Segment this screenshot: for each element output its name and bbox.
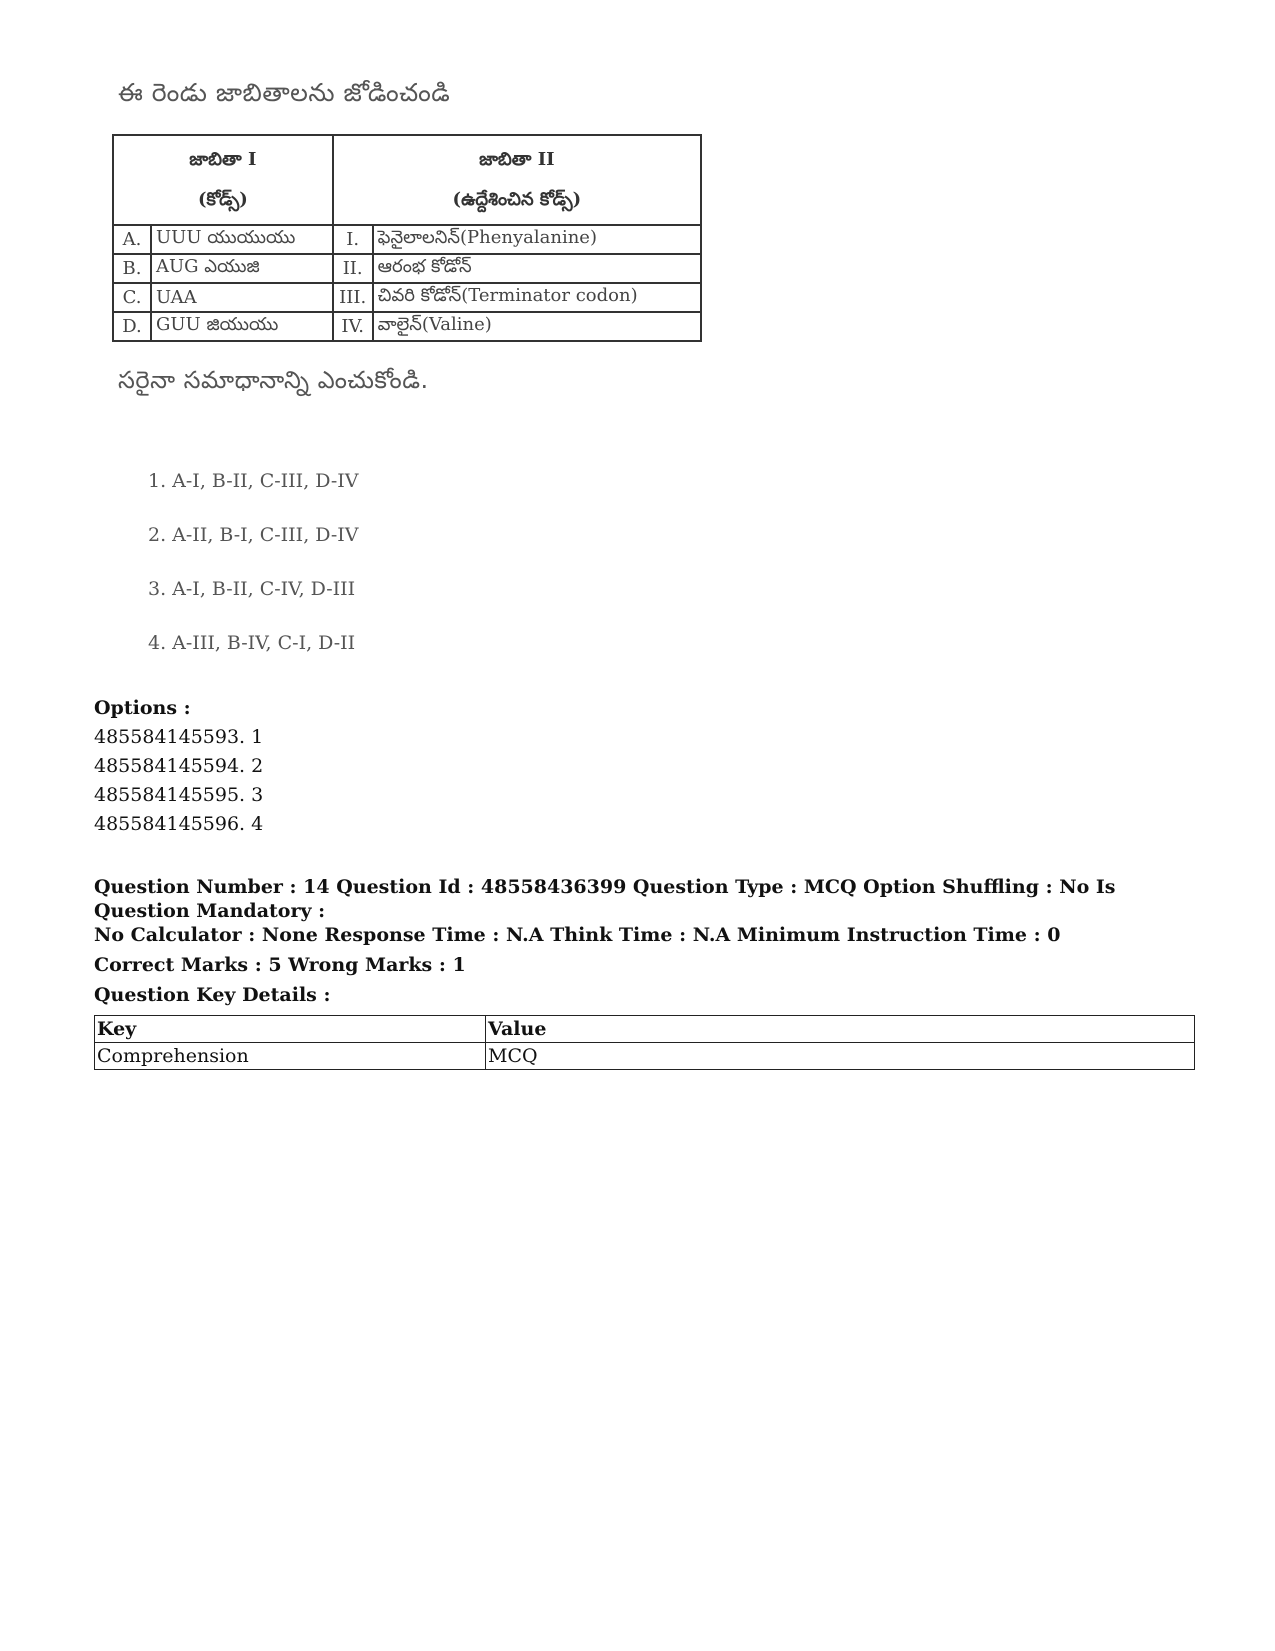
row-label: II.: [333, 254, 373, 283]
match-table-row: [113, 254, 701, 283]
row-meaning: ఫెనైలాలనిన్(Phenyalanine): [373, 225, 701, 254]
row-code: UUU యుయుయు: [151, 225, 333, 254]
row-meaning: వాలైన్(Valine): [373, 312, 701, 341]
option-item: 485584145595. 3: [94, 784, 264, 806]
row-code: UAA: [151, 283, 333, 312]
answer-choice: 2. A-II, B-I, C-III, D-IV: [148, 524, 359, 546]
key-details-title: Question Key Details :: [94, 984, 331, 1006]
match-table-row: [113, 225, 701, 254]
list-1-subtitle: (కోడ్స్): [197, 189, 248, 210]
row-label: C.: [113, 283, 151, 312]
question-meta-line-1: Question Number : 14 Question Id : 48558436399 Question Type : MCQ Option Shuffling : No Is Question Mandatory :: [94, 876, 1116, 922]
row-code: GUU జియుయు: [151, 312, 333, 341]
value-column-header: Value: [486, 1016, 1195, 1043]
row-label: A.: [113, 225, 151, 254]
key-table-header: [95, 1016, 1195, 1043]
row-code: AUG ఎయుజి: [151, 254, 333, 283]
match-table-header: [113, 135, 701, 225]
options-title: Options :: [94, 697, 191, 719]
option-item: 485584145596. 4: [94, 813, 264, 835]
row-label: IV.: [333, 312, 373, 341]
match-table: [112, 134, 702, 342]
match-table-row: [113, 283, 701, 312]
value-cell: MCQ: [486, 1043, 1195, 1070]
row-label: B.: [113, 254, 151, 283]
question-meta-line-2: No Calculator : None Response Time : N.A Think Time : N.A Minimum Instruction Time : 0: [94, 924, 1061, 946]
key-details-table: [94, 1015, 1195, 1070]
table-row: [95, 1043, 1195, 1070]
answer-choices: [148, 470, 732, 686]
answer-choice: 1. A-I, B-II, C-III, D-IV: [148, 470, 359, 492]
key-cell: Comprehension: [95, 1043, 486, 1070]
row-meaning: చివరి కోడోన్(Terminator codon): [373, 283, 701, 312]
list-2-title: జాబితా II: [479, 149, 555, 170]
choose-instruction: సరైనా సమాధానాన్ని ఎంచుకోండి.: [118, 366, 429, 394]
question-instruction: ఈ రెండు జాబితాలను జోడించండి: [118, 78, 451, 107]
row-meaning: ఆరంభ కోడోన్: [373, 254, 701, 283]
row-label: D.: [113, 312, 151, 341]
marks-line: Correct Marks : 5 Wrong Marks : 1: [94, 954, 466, 976]
key-column-header: Key: [95, 1016, 486, 1043]
option-item: 485584145594. 2: [94, 755, 264, 777]
answer-choice: 3. A-I, B-II, C-IV, D-III: [148, 578, 356, 600]
list-2-subtitle: (ఉద్దేశించిన కోడ్స్): [452, 189, 582, 210]
match-table-row: [113, 312, 701, 341]
list-2-header: [333, 135, 701, 225]
option-item: 485584145593. 1: [94, 726, 264, 748]
options-block: [94, 694, 263, 839]
list-1-title: జాబితా I: [189, 149, 257, 170]
question-meta: [94, 875, 1204, 1070]
answer-choice: 4. A-III, B-IV, C-I, D-II: [148, 632, 356, 654]
row-label: I.: [333, 225, 373, 254]
question-image: [112, 78, 732, 686]
row-label: III.: [333, 283, 373, 312]
list-1-header: [113, 135, 333, 225]
